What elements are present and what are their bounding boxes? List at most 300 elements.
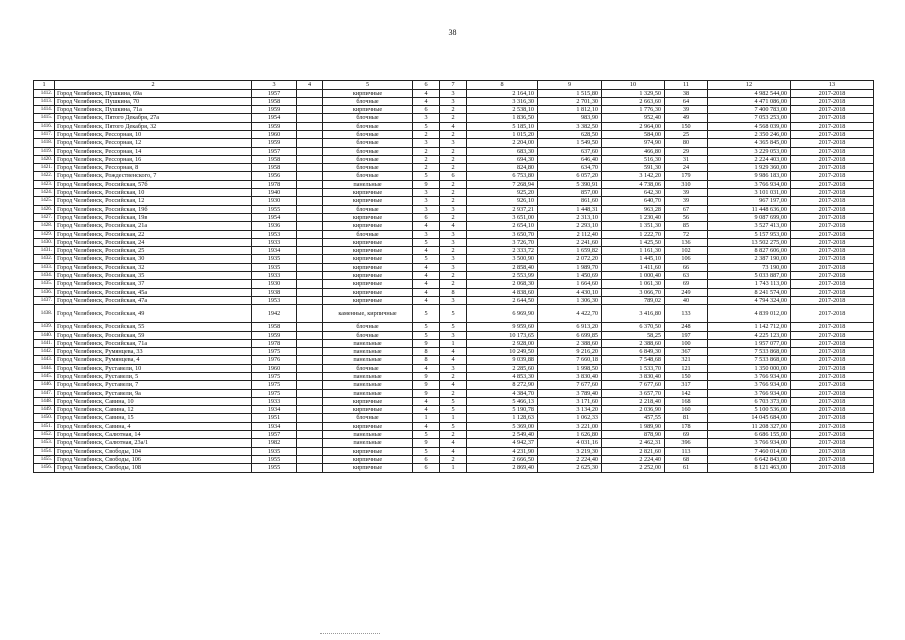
table-row: [34, 106, 874, 114]
cost-cell: 2 224 403,00: [708, 155, 791, 163]
address-cell: Город Челябинск, Рессорная, 12: [55, 139, 252, 147]
total-area-cell: 10 173,65: [467, 331, 538, 339]
residents-cell: 66: [665, 263, 708, 271]
total-area-cell: 824,80: [467, 164, 538, 172]
address-cell: Город Челябинск, Руставели, 7: [55, 381, 252, 389]
address-cell: Город Челябинск, Румянцева, 4: [55, 356, 252, 364]
area-cell: 634,70: [538, 164, 602, 172]
column-header-10: 10: [602, 81, 665, 90]
living-area-cell: 3 830,40: [602, 373, 665, 381]
residents-cell: 29: [665, 147, 708, 155]
address-cell: Город Челябинск, Российская, 10: [55, 189, 252, 197]
col4-cell: [297, 348, 323, 356]
table-row: [34, 230, 874, 238]
area-cell: 6 913,20: [538, 323, 602, 331]
living-area-cell: 457,55: [602, 414, 665, 422]
residents-cell: 25: [665, 130, 708, 138]
entrances-cell: 2: [440, 389, 467, 397]
area-cell: 2 241,60: [538, 238, 602, 246]
period-cell: 2017-2018: [791, 272, 874, 280]
cost-cell: 3 766 934,00: [708, 381, 791, 389]
table-row: [34, 205, 874, 213]
col4-cell: [297, 323, 323, 331]
residents-cell: 39: [665, 106, 708, 114]
entrances-cell: 4: [440, 447, 467, 455]
residents-cell: 121: [665, 364, 708, 372]
period-cell: 2017-2018: [791, 296, 874, 304]
period-cell: 2017-2018: [791, 130, 874, 138]
row-number-cell: 1431.: [34, 247, 55, 255]
col4-cell: [297, 455, 323, 463]
area-cell: 6 057,20: [538, 172, 602, 180]
wall-material-cell: кирпичные: [323, 447, 413, 455]
row-number-cell: 1436.: [34, 288, 55, 296]
living-area-cell: 1 533,70: [602, 364, 665, 372]
total-area-cell: 2 654,10: [467, 222, 538, 230]
year-cell: 1930: [252, 197, 297, 205]
living-area-cell: 7 548,68: [602, 356, 665, 364]
cost-cell: 13 502 275,00: [708, 238, 791, 246]
entrances-cell: 2: [440, 147, 467, 155]
area-cell: 646,40: [538, 155, 602, 163]
cost-cell: 1 350 000,00: [708, 364, 791, 372]
period-cell: 2017-2018: [791, 431, 874, 439]
table-row: [34, 431, 874, 439]
living-area-cell: 2 388,60: [602, 339, 665, 347]
floors-cell: 5: [413, 431, 440, 439]
period-cell: 2017-2018: [791, 189, 874, 197]
address-cell: Город Челябинск, Российская, 32: [55, 263, 252, 271]
col4-cell: [297, 447, 323, 455]
residents-cell: 49: [665, 114, 708, 122]
floors-cell: 5: [413, 331, 440, 339]
living-area-cell: 2 218,40: [602, 397, 665, 405]
table-row: [34, 455, 874, 463]
year-cell: 1935: [252, 255, 297, 263]
year-cell: 1934: [252, 422, 297, 430]
table-row: [34, 439, 874, 447]
year-cell: 1955: [252, 205, 297, 213]
residents-cell: 61: [665, 464, 708, 472]
table-row: [34, 373, 874, 381]
address-cell: Город Челябинск, Рессорная, 14: [55, 147, 252, 155]
total-area-cell: 4 231,90: [467, 447, 538, 455]
total-area-cell: 2 869,40: [467, 464, 538, 472]
year-cell: 1959: [252, 331, 297, 339]
total-area-cell: 2 666,50: [467, 455, 538, 463]
period-cell: 2017-2018: [791, 464, 874, 472]
residents-cell: 178: [665, 422, 708, 430]
cost-cell: 5 100 536,00: [708, 406, 791, 414]
residents-cell: 396: [665, 439, 708, 447]
period-cell: 2017-2018: [791, 381, 874, 389]
column-header-12: 12: [708, 81, 791, 90]
cost-cell: 3 101 031,00: [708, 189, 791, 197]
row-number-cell: 1418.: [34, 139, 55, 147]
wall-material-cell: кирпичные: [323, 189, 413, 197]
col4-cell: [297, 389, 323, 397]
area-cell: 1 664,60: [538, 280, 602, 288]
year-cell: 1960: [252, 364, 297, 372]
wall-material-cell: панельные: [323, 180, 413, 188]
cost-cell: 5 033 887,00: [708, 272, 791, 280]
table-row: [34, 197, 874, 205]
row-number-cell: 1452.: [34, 431, 55, 439]
residents-cell: 24: [665, 164, 708, 172]
cost-cell: 7 533 868,00: [708, 356, 791, 364]
residents-cell: 31: [665, 155, 708, 163]
area-cell: 7 660,18: [538, 356, 602, 364]
entrances-cell: 3: [440, 238, 467, 246]
period-cell: 2017-2018: [791, 373, 874, 381]
address-cell: Город Челябинск, Пятого Декабря, 32: [55, 122, 252, 130]
address-cell: Город Челябинск, Пятого Декабря, 27а: [55, 114, 252, 122]
floors-cell: 3: [413, 139, 440, 147]
housing-register-table-wrap: [33, 80, 873, 473]
living-area-cell: 640,70: [602, 197, 665, 205]
col4-cell: [297, 197, 323, 205]
floors-cell: 9: [413, 381, 440, 389]
col4-cell: [297, 238, 323, 246]
area-cell: 1 626,80: [538, 431, 602, 439]
year-cell: 1938: [252, 288, 297, 296]
wall-material-cell: кирпичные: [323, 397, 413, 405]
wall-material-cell: панельные: [323, 381, 413, 389]
floors-cell: 4: [413, 263, 440, 271]
living-area-cell: 789,02: [602, 296, 665, 304]
total-area-cell: 2 333,72: [467, 247, 538, 255]
floors-cell: 4: [413, 364, 440, 372]
col4-cell: [297, 172, 323, 180]
address-cell: Город Челябинск, Российская, 71а: [55, 339, 252, 347]
address-cell: Город Челябинск, Российская, 12: [55, 197, 252, 205]
col4-cell: [297, 106, 323, 114]
row-number-cell: 1450.: [34, 414, 55, 422]
address-cell: Город Челябинск, Рессорная, 8: [55, 164, 252, 172]
residents-cell: 367: [665, 348, 708, 356]
living-area-cell: 58,25: [602, 331, 665, 339]
row-number-cell: 1413.: [34, 97, 55, 105]
col4-cell: [297, 89, 323, 97]
wall-material-cell: кирпичные: [323, 455, 413, 463]
living-area-cell: 4 738,06: [602, 180, 665, 188]
column-header-7: 7: [440, 81, 467, 90]
entrances-cell: 5: [440, 397, 467, 405]
address-cell: Город Челябинск, Салютная, 23а/1: [55, 439, 252, 447]
period-cell: 2017-2018: [791, 155, 874, 163]
entrances-cell: 3: [440, 263, 467, 271]
period-cell: 2017-2018: [791, 356, 874, 364]
year-cell: 1954: [252, 114, 297, 122]
area-cell: 5 390,91: [538, 180, 602, 188]
period-cell: 2017-2018: [791, 439, 874, 447]
residents-cell: 69: [665, 280, 708, 288]
entrances-cell: 2: [440, 280, 467, 288]
floors-cell: 2: [413, 155, 440, 163]
year-cell: 1975: [252, 373, 297, 381]
year-cell: 1935: [252, 447, 297, 455]
row-number-cell: 1454.: [34, 447, 55, 455]
col4-cell: [297, 189, 323, 197]
table-row: [34, 97, 874, 105]
row-number-cell: 1426.: [34, 205, 55, 213]
cost-cell: 4 471 086,00: [708, 97, 791, 105]
area-cell: 2 293,10: [538, 222, 602, 230]
period-cell: 2017-2018: [791, 180, 874, 188]
period-cell: 2017-2018: [791, 455, 874, 463]
area-cell: 4 031,16: [538, 439, 602, 447]
total-area-cell: 694,30: [467, 155, 538, 163]
row-number-cell: 1439.: [34, 323, 55, 331]
entrances-cell: 2: [440, 180, 467, 188]
cost-cell: 4 225 123,00: [708, 331, 791, 339]
col4-cell: [297, 97, 323, 105]
floors-cell: 9: [413, 180, 440, 188]
entrances-cell: 2: [440, 164, 467, 172]
column-header-4: 4: [297, 81, 323, 90]
total-area-cell: 9 959,60: [467, 323, 538, 331]
wall-material-cell: кирпичные: [323, 238, 413, 246]
wall-material-cell: панельные: [323, 348, 413, 356]
residents-cell: 106: [665, 255, 708, 263]
wall-material-cell: кирпичные: [323, 422, 413, 430]
address-cell: Город Челябинск, Савина, 15: [55, 414, 252, 422]
living-area-cell: 642,30: [602, 189, 665, 197]
total-area-cell: 3 316,30: [467, 97, 538, 105]
row-number-cell: 1453.: [34, 439, 55, 447]
cost-cell: 3 527 413,00: [708, 222, 791, 230]
wall-material-cell: блочные: [323, 147, 413, 155]
entrances-cell: 1: [440, 414, 467, 422]
row-number-cell: 1455.: [34, 455, 55, 463]
entrances-cell: 5: [440, 305, 467, 323]
address-cell: Город Челябинск, Российская, 30: [55, 255, 252, 263]
total-area-cell: 6 753,80: [467, 172, 538, 180]
area-cell: 1 515,80: [538, 89, 602, 97]
total-area-cell: 5 190,78: [467, 406, 538, 414]
period-cell: 2017-2018: [791, 172, 874, 180]
living-area-cell: 2 821,60: [602, 447, 665, 455]
column-header-9: 9: [538, 81, 602, 90]
year-cell: 1959: [252, 139, 297, 147]
residents-cell: 136: [665, 238, 708, 246]
row-number-cell: 1425.: [34, 197, 55, 205]
entrances-cell: 4: [440, 222, 467, 230]
col4-cell: [297, 130, 323, 138]
period-cell: 2017-2018: [791, 348, 874, 356]
col4-cell: [297, 263, 323, 271]
residents-cell: 67: [665, 205, 708, 213]
period-cell: 2017-2018: [791, 89, 874, 97]
entrances-cell: 2: [440, 247, 467, 255]
row-number-cell: 1419.: [34, 147, 55, 155]
table-row: [34, 331, 874, 339]
year-cell: 1933: [252, 238, 297, 246]
year-cell: 1940: [252, 189, 297, 197]
wall-material-cell: панельные: [323, 339, 413, 347]
living-area-cell: 1 000,40: [602, 272, 665, 280]
column-header-3: 3: [252, 81, 297, 90]
cost-cell: 4 839 012,00: [708, 305, 791, 323]
row-number-cell: 1449.: [34, 406, 55, 414]
row-number-cell: 1451.: [34, 422, 55, 430]
period-cell: 2017-2018: [791, 238, 874, 246]
residents-cell: 56: [665, 213, 708, 221]
area-cell: 6 699,85: [538, 331, 602, 339]
page-number: 38: [448, 28, 457, 37]
cost-cell: 11 208 327,00: [708, 422, 791, 430]
floors-cell: 5: [413, 122, 440, 130]
period-cell: 2017-2018: [791, 323, 874, 331]
entrances-cell: 3: [440, 230, 467, 238]
cost-cell: 2 387 190,00: [708, 255, 791, 263]
area-cell: 857,00: [538, 189, 602, 197]
address-cell: Город Челябинск, Рождественского, 7: [55, 172, 252, 180]
area-cell: 2 112,40: [538, 230, 602, 238]
floors-cell: 4: [413, 89, 440, 97]
wall-material-cell: блочные: [323, 364, 413, 372]
row-number-cell: 1424.: [34, 189, 55, 197]
entrances-cell: 2: [440, 213, 467, 221]
wall-material-cell: кирпичные: [323, 272, 413, 280]
living-area-cell: 878,90: [602, 431, 665, 439]
scan-artifact-line: [320, 633, 380, 635]
year-cell: 1975: [252, 381, 297, 389]
area-cell: 4 430,10: [538, 288, 602, 296]
table-row: [34, 247, 874, 255]
address-cell: Город Челябинск, Салютная, 14: [55, 431, 252, 439]
area-cell: 1 812,10: [538, 106, 602, 114]
year-cell: 1959: [252, 122, 297, 130]
row-number-cell: 1417.: [34, 130, 55, 138]
living-area-cell: 3 066,70: [602, 288, 665, 296]
residents-cell: 64: [665, 97, 708, 105]
row-number-cell: 1416.: [34, 122, 55, 130]
col4-cell: [297, 205, 323, 213]
cost-cell: 4 365 845,00: [708, 139, 791, 147]
total-area-cell: 9 039,88: [467, 356, 538, 364]
floors-cell: 9: [413, 439, 440, 447]
total-area-cell: 2 538,10: [467, 106, 538, 114]
table-row: [34, 189, 874, 197]
period-cell: 2017-2018: [791, 447, 874, 455]
living-area-cell: 974,90: [602, 139, 665, 147]
cost-cell: 4 568 039,00: [708, 122, 791, 130]
residents-cell: 150: [665, 373, 708, 381]
total-area-cell: 3 651,00: [467, 213, 538, 221]
area-cell: 1 448,31: [538, 205, 602, 213]
total-area-cell: 926,10: [467, 197, 538, 205]
floors-cell: 4: [413, 397, 440, 405]
table-row: [34, 122, 874, 130]
area-cell: 2 313,10: [538, 213, 602, 221]
column-header-5: 5: [323, 81, 413, 90]
entrances-cell: 3: [440, 97, 467, 105]
address-cell: Город Челябинск, Пушкина, 70: [55, 97, 252, 105]
table-row: [34, 389, 874, 397]
entrances-cell: 2: [440, 189, 467, 197]
table-row: [34, 155, 874, 163]
floors-cell: 5: [413, 323, 440, 331]
table-row: [34, 222, 874, 230]
area-cell: 1 998,50: [538, 364, 602, 372]
row-number-cell: 1433.: [34, 263, 55, 271]
entrances-cell: 4: [440, 356, 467, 364]
total-area-cell: 5 369,00: [467, 422, 538, 430]
address-cell: Город Челябинск, Российская, 24: [55, 238, 252, 246]
cost-cell: 7 400 783,00: [708, 106, 791, 114]
wall-material-cell: каменные, кирпичные: [323, 305, 413, 323]
period-cell: 2017-2018: [791, 422, 874, 430]
year-cell: 1953: [252, 230, 297, 238]
floors-cell: 2: [413, 130, 440, 138]
entrances-cell: 2: [440, 373, 467, 381]
entrances-cell: 5: [440, 323, 467, 331]
table-row: [34, 406, 874, 414]
wall-material-cell: блочные: [323, 130, 413, 138]
floors-cell: 1: [413, 414, 440, 422]
living-area-cell: 3 142,20: [602, 172, 665, 180]
address-cell: Город Челябинск, Российская, 19б: [55, 205, 252, 213]
cost-cell: 73 190,00: [708, 263, 791, 271]
year-cell: 1934: [252, 247, 297, 255]
area-cell: 9 216,20: [538, 348, 602, 356]
floors-cell: 4: [413, 222, 440, 230]
row-number-cell: 1434.: [34, 272, 55, 280]
col4-cell: [297, 414, 323, 422]
col4-cell: [297, 139, 323, 147]
table-row: [34, 288, 874, 296]
col4-cell: [297, 373, 323, 381]
area-cell: 1 659,82: [538, 247, 602, 255]
residents-cell: 113: [665, 447, 708, 455]
floors-cell: 3: [413, 114, 440, 122]
col4-cell: [297, 406, 323, 414]
table-row: [34, 263, 874, 271]
period-cell: 2017-2018: [791, 139, 874, 147]
area-cell: 1 989,70: [538, 263, 602, 271]
period-cell: 2017-2018: [791, 247, 874, 255]
table-header-row: [34, 81, 874, 90]
year-cell: 1951: [252, 414, 297, 422]
cost-cell: 1 957 077,00: [708, 339, 791, 347]
year-cell: 1934: [252, 406, 297, 414]
period-cell: 2017-2018: [791, 97, 874, 105]
year-cell: 1957: [252, 89, 297, 97]
row-number-cell: 1432.: [34, 255, 55, 263]
col4-cell: [297, 114, 323, 122]
table-row: [34, 296, 874, 304]
wall-material-cell: кирпичные: [323, 197, 413, 205]
table-row: [34, 180, 874, 188]
period-cell: 2017-2018: [791, 414, 874, 422]
address-cell: Город Челябинск, Российская, 22: [55, 230, 252, 238]
col4-cell: [297, 397, 323, 405]
floors-cell: 4: [413, 280, 440, 288]
cost-cell: 2 350 246,00: [708, 130, 791, 138]
year-cell: 1935: [252, 263, 297, 271]
cost-cell: 8 827 606,00: [708, 247, 791, 255]
area-cell: 3 219,30: [538, 447, 602, 455]
floors-cell: 8: [413, 356, 440, 364]
table-row: [34, 255, 874, 263]
table-row: [34, 447, 874, 455]
residents-cell: 63: [665, 272, 708, 280]
address-cell: Город Челябинск, Руставели, 5: [55, 373, 252, 381]
wall-material-cell: панельные: [323, 389, 413, 397]
living-area-cell: 963,28: [602, 205, 665, 213]
area-cell: 7 677,60: [538, 381, 602, 389]
